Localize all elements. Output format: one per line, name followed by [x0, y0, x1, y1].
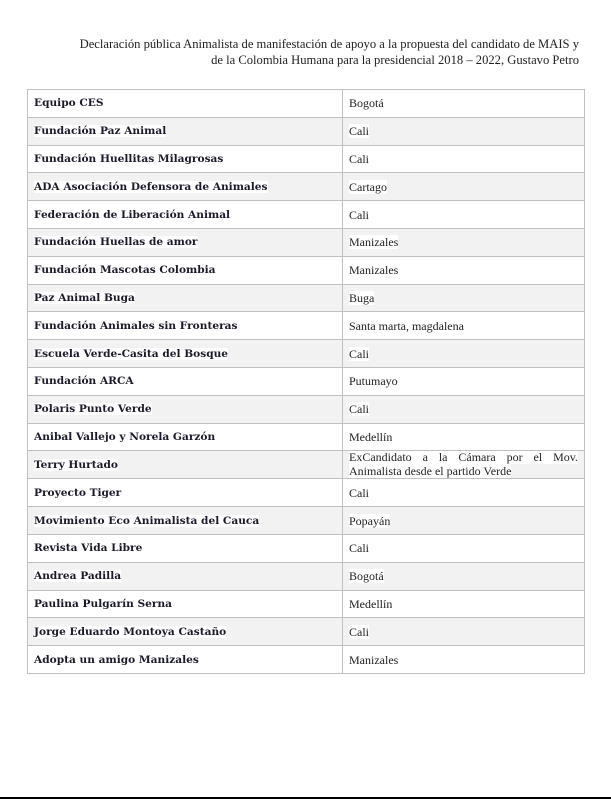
city-cell	[343, 590, 585, 618]
organization-name-cell	[28, 201, 343, 229]
table-row	[28, 312, 585, 340]
table-row	[28, 534, 585, 562]
city-cell	[343, 423, 585, 451]
table-row	[28, 256, 585, 284]
organization-name: Fundación Paz Animal	[34, 125, 167, 138]
city-name: Buga	[349, 290, 375, 305]
organization-name-cell	[28, 423, 343, 451]
table-row	[28, 395, 585, 423]
table-row	[28, 284, 585, 312]
city-cell	[343, 618, 585, 646]
city-cell	[343, 201, 585, 229]
city-cell	[343, 228, 585, 256]
organization-name-cell	[28, 534, 343, 562]
organization-name: Federación de Liberación Animal	[34, 208, 231, 221]
city-cell	[343, 479, 585, 507]
city-cell	[343, 256, 585, 284]
table-row	[28, 562, 585, 590]
city-name: Popayán	[349, 513, 391, 528]
city-cell	[343, 312, 585, 340]
city-cell	[343, 367, 585, 395]
city-name: Cartago	[349, 179, 387, 194]
city-name: Cali	[349, 485, 369, 500]
organization-name: Movimiento Eco Animalista del Cauca	[34, 514, 260, 527]
table-row	[28, 173, 585, 201]
table-row	[28, 479, 585, 507]
table-row	[28, 228, 585, 256]
city-name: Cali	[349, 402, 369, 417]
table-row	[28, 367, 585, 395]
city-name: Bogotá	[349, 569, 384, 584]
organization-name-cell	[28, 90, 343, 118]
city-cell	[343, 145, 585, 173]
header-line-2: de la Colombia Humana para la presidencial 2018 – 2022, Gustavo Petro	[211, 53, 579, 67]
organization-name: Escuela Verde-Casita del Bosque	[34, 347, 229, 360]
table-row	[28, 590, 585, 618]
organization-name: ADA Asociación Defensora de Animales	[34, 180, 268, 193]
organization-name: Paulina Pulgarín Serna	[34, 597, 173, 610]
organization-name-cell	[28, 367, 343, 395]
city-cell	[343, 340, 585, 368]
city-name: Manizales	[349, 263, 399, 278]
city-cell	[343, 284, 585, 312]
city-name: Medellín	[349, 596, 393, 611]
organization-name-cell	[28, 590, 343, 618]
organization-name-cell	[28, 618, 343, 646]
organization-name: Polaris Punto Verde	[34, 403, 152, 416]
city-name: Putumayo	[349, 374, 398, 389]
organization-name: Fundación Animales sin Fronteras	[34, 319, 238, 332]
city-name: ExCandidato a la Cámara por el Mov. Animalista desde el partido Verde	[349, 450, 578, 478]
city-cell	[343, 451, 585, 479]
city-name: Santa marta, magdalena	[349, 318, 464, 333]
table-row	[28, 646, 585, 674]
signatories-table	[27, 89, 585, 674]
organization-name-cell	[28, 284, 343, 312]
city-cell	[343, 507, 585, 535]
header-line-1: Declaración pública Animalista de manifestación de apoyo a la propuesta del candidato de MAIS y	[79, 37, 579, 51]
table-row	[28, 423, 585, 451]
city-name: Cali	[349, 151, 369, 166]
organization-name-cell	[28, 340, 343, 368]
organization-name-cell	[28, 451, 343, 479]
organization-name-cell	[28, 256, 343, 284]
organization-name-cell	[28, 646, 343, 674]
organization-name: Anibal Vallejo y Norela Garzón	[34, 430, 216, 443]
city-cell	[343, 90, 585, 118]
organization-name-cell	[28, 228, 343, 256]
organization-name-cell	[28, 479, 343, 507]
table-row	[28, 618, 585, 646]
table-row	[28, 117, 585, 145]
organization-name-cell	[28, 395, 343, 423]
city-name: Cali	[349, 124, 369, 139]
city-cell	[343, 117, 585, 145]
organization-name: Paz Animal Buga	[34, 291, 135, 304]
organization-name-cell	[28, 117, 343, 145]
city-cell	[343, 395, 585, 423]
city-name: Cali	[349, 541, 369, 556]
organization-name: Fundación Huellas de amor	[34, 236, 198, 249]
page-bottom-rule	[0, 797, 611, 799]
organization-name: Revista Vida Libre	[34, 542, 143, 555]
organization-name-cell	[28, 312, 343, 340]
signatories-table-container	[27, 89, 585, 674]
city-name: Manizales	[349, 235, 399, 250]
organization-name: Proyecto Tiger	[34, 486, 122, 499]
table-row	[28, 451, 585, 479]
table-row	[28, 340, 585, 368]
table-body	[28, 90, 585, 674]
city-name: Cali	[349, 346, 369, 361]
organization-name-cell	[28, 507, 343, 535]
city-cell	[343, 646, 585, 674]
organization-name: Fundación Mascotas Colombia	[34, 264, 216, 277]
organization-name: Andrea Padilla	[34, 570, 122, 583]
document-header	[19, 36, 579, 68]
organization-name-cell	[28, 562, 343, 590]
city-name: Cali	[349, 624, 369, 639]
table-row	[28, 90, 585, 118]
city-cell	[343, 173, 585, 201]
organization-name: Jorge Eduardo Montoya Castaño	[34, 625, 227, 638]
city-name: Bogotá	[349, 96, 384, 111]
table-row	[28, 507, 585, 535]
city-name: Manizales	[349, 652, 399, 667]
organization-name: Fundación Huellitas Milagrosas	[34, 152, 224, 165]
city-cell	[343, 562, 585, 590]
organization-name-cell	[28, 145, 343, 173]
city-cell	[343, 534, 585, 562]
organization-name: Fundación ARCA	[34, 375, 134, 388]
table-row	[28, 201, 585, 229]
city-name: Medellín	[349, 429, 393, 444]
table-row	[28, 145, 585, 173]
organization-name: Adopta un amigo Manizales	[34, 653, 199, 666]
organization-name: Terry Hurtado	[34, 458, 118, 471]
organization-name-cell	[28, 173, 343, 201]
city-name: Cali	[349, 207, 369, 222]
organization-name: Equipo CES	[34, 97, 104, 110]
